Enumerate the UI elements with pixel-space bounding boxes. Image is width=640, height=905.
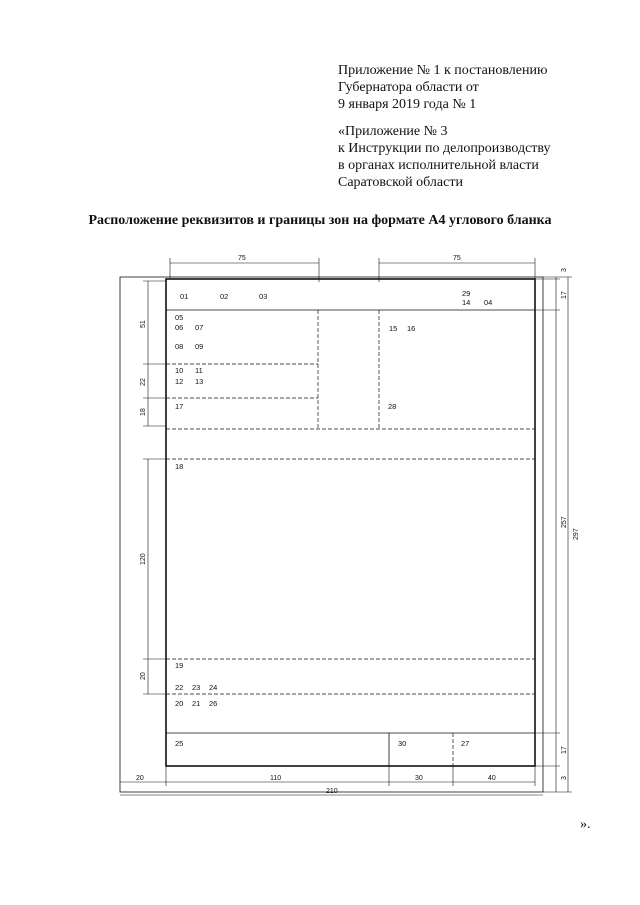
requisite-code: 18 — [175, 462, 184, 471]
dimension-label: 3 — [561, 776, 568, 780]
requisite-code: 17 — [175, 402, 184, 411]
requisite-code: 15 — [389, 324, 398, 333]
requisite-code: 27 — [461, 739, 470, 748]
header-line: Приложение № 1 к постановлению — [338, 63, 548, 78]
appendix-line: Саратовской области — [338, 175, 463, 190]
dimension-label: 30 — [415, 775, 423, 782]
dimension-label: 17 — [561, 746, 568, 754]
dimension-label: 17 — [561, 291, 568, 299]
dimension-label: 75 — [238, 255, 246, 262]
requisite-code: 03 — [259, 292, 268, 301]
requisite-code: 09 — [195, 342, 204, 351]
document-title: Расположение реквизитов и границы зон на формате А4 углового бланка — [88, 213, 552, 228]
requisite-code: 28 — [388, 402, 397, 411]
requisite-code: 23 — [192, 683, 201, 692]
requisite-code: 20 — [175, 699, 184, 708]
requisite-code: 01 — [180, 292, 189, 301]
dimension-label: 20 — [136, 775, 144, 782]
requisite-code: 16 — [407, 324, 416, 333]
dimension-label: 22 — [140, 378, 147, 386]
dimension-label: 110 — [270, 775, 282, 782]
requisite-code: 06 — [175, 323, 184, 332]
dimension-label: 210 — [326, 788, 338, 795]
appendix-line: «Приложение № 3 — [338, 124, 448, 139]
inner-frame — [166, 279, 535, 766]
dimension-label: 40 — [488, 775, 496, 782]
appendix-line: в органах исполнительной власти — [338, 158, 539, 173]
requisite-code: 02 — [220, 292, 229, 301]
requisite-code: 05 — [175, 313, 184, 322]
header-line: Губернатора области от — [338, 80, 479, 95]
requisite-code: 24 — [209, 683, 218, 692]
requisite-code: 25 — [175, 739, 184, 748]
requisite-code: 21 — [192, 699, 201, 708]
requisite-code: 12 — [175, 377, 184, 386]
dimension-label: 3 — [561, 268, 568, 272]
requisite-code: 13 — [195, 377, 204, 386]
appendix-line: к Инструкции по делопроизводству — [338, 141, 551, 156]
requisite-code: 19 — [175, 661, 184, 670]
sheet-outline — [120, 277, 543, 792]
dimension-label: 51 — [140, 320, 147, 328]
dimension-label: 257 — [561, 516, 568, 528]
dimension-label: 297 — [573, 528, 580, 540]
requisite-code: 11 — [195, 366, 203, 375]
requisite-code: 10 — [175, 366, 184, 375]
header-line: 9 января 2019 года № 1 — [338, 97, 477, 112]
requisite-code: 26 — [209, 699, 218, 708]
dimension-label: 120 — [140, 553, 147, 565]
closing-quote: ». — [580, 817, 591, 832]
requisite-code: 22 — [175, 683, 184, 692]
requisite-code: 29 — [462, 289, 471, 298]
requisite-code: 08 — [175, 342, 184, 351]
dimension-label: 18 — [140, 408, 147, 416]
requisite-code: 14 — [462, 298, 471, 307]
requisite-code: 30 — [398, 739, 407, 748]
dimension-label: 20 — [140, 672, 147, 680]
requisite-code: 04 — [484, 298, 493, 307]
requisite-code: 07 — [195, 323, 204, 332]
dimension-label: 75 — [453, 255, 461, 262]
